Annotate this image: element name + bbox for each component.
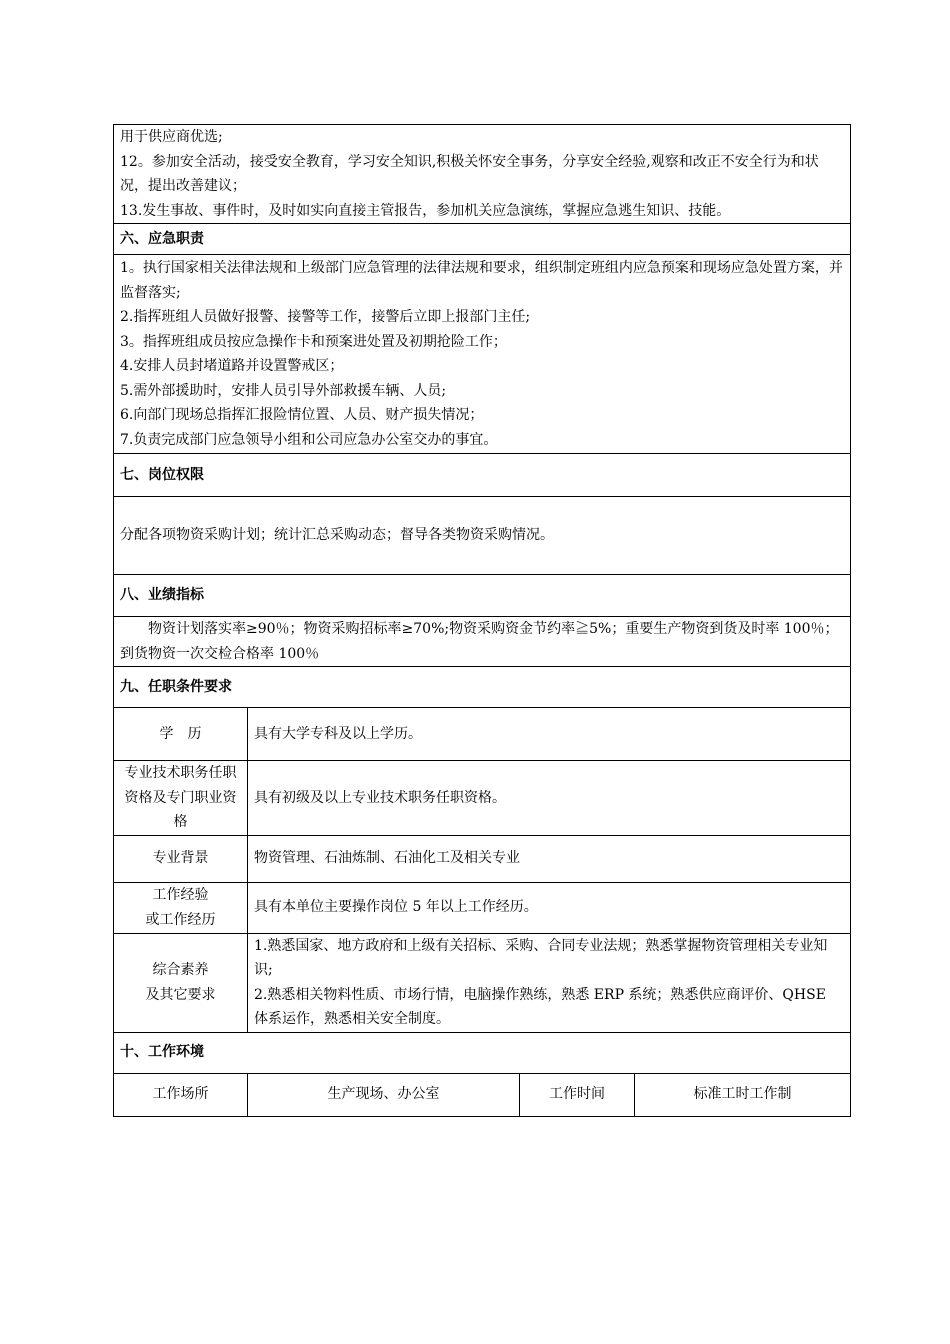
emergency-item: 7.负责完成部门应急领导小组和公司应急办公室交办的事宜。 [120,431,498,448]
workplace-value: 生产现场、办公室 [248,1073,520,1116]
requirement-label: 综合素养 及其它要求 [114,933,248,1032]
section-7-header-row [114,454,851,497]
emergency-item: 4.安排人员封堵道路并设置警戒区； [120,358,344,374]
section-8-header-row [114,575,851,617]
duty-item: 13.发生事故、事件时，及时如实向直接主管报告，参加机关应急演练，掌握应急逃生知识、技能。 [120,202,731,219]
section-10-header-row [114,1032,851,1073]
requirement-row-qualification [114,761,851,836]
performance-text: 物资计划落实率≥90％；物资采购招标率≥70%;物资采购资金节约率≧5%；重要生产物资到货及时率 100％；到货物资一次交检合格率 100％ [114,617,851,667]
requirement-label: 专业技术职务任职资格及专门职业资格 [114,761,248,836]
authority-text: 分配各项物资采购计划；统计汇总采购动态；督导各类物资采购情况。 [114,497,851,575]
requirement-label: 专业背景 [114,835,248,882]
section-6-header-row [114,224,851,255]
document-page [113,124,850,1117]
section-9-header-row [114,667,851,708]
worktime-label: 工作时间 [520,1073,635,1116]
requirement-row-experience [114,882,851,933]
requirement-value: 具有本单位主要操作岗位 5 年以上工作经历。 [248,882,851,933]
emergency-item: 5.需外部援助时，安排人员引导外部救援车辆、人员; [120,382,447,399]
section-9-title: 九、任职条件要求 [114,667,851,708]
requirement-value [248,933,851,1032]
requirement-row-background [114,835,851,882]
section-10-title: 十、工作环境 [114,1032,851,1073]
continued-duties-row [114,125,851,224]
work-environment-row [114,1073,851,1116]
requirement-item: 2.熟悉相关物料性质、市场行情，电脑操作熟练，熟悉 ERP 系统；熟悉供应商评价、QHSE 体系运作，熟悉相关安全制度。 [254,986,826,1027]
requirement-value: 物资管理、石油炼制、石油化工及相关专业 [248,835,851,882]
job-description-table [113,124,851,1117]
section-7-body-row [114,497,851,575]
requirement-value: 具有大学专科及以上学历。 [248,708,851,761]
requirement-label: 学 历 [114,708,248,761]
emergency-item: 6.向部门现场总指挥汇报险情位置、人员、财产损失情况； [120,407,484,423]
section-6-body-row [114,255,851,454]
duty-item: 12。参加安全活动，接受安全教育，学习安全知识,积极关怀安全事务，分享安全经验,观察和改正不安全行为和状况，提出改善建议； [120,153,819,194]
requirement-label: 工作经验 或工作经历 [114,882,248,933]
section-6-title: 六、应急职责 [114,224,851,255]
section-8-body-row [114,617,851,667]
requirement-row-general [114,933,851,1032]
emergency-item: 3。指挥班组成员按应急操作卡和预案进处置及初期抢险工作； [120,333,507,350]
duty-item: 用于供应商优选; [120,129,223,145]
section-8-title: 八、业绩指标 [114,575,851,617]
section-7-title: 七、岗位权限 [114,454,851,497]
emergency-item: 2.指挥班组人员做好报警、接警等工作，接警后立即上报部门主任; [120,309,531,325]
emergency-item: 1。执行国家相关法律法规和上级部门应急管理的法律法规和要求，组织制定班组内应急预案和现场应急处置方案，并监督落实; [120,260,843,301]
requirement-row-education [114,708,851,761]
requirement-item: 1.熟悉国家、地方政府和上级有关招标、采购、合同专业法规；熟悉掌握物资管理相关专业知识; [254,937,828,978]
workplace-label: 工作场所 [114,1073,248,1116]
requirement-value: 具有初级及以上专业技术职务任职资格。 [248,761,851,836]
worktime-value: 标准工时工作制 [635,1073,851,1116]
